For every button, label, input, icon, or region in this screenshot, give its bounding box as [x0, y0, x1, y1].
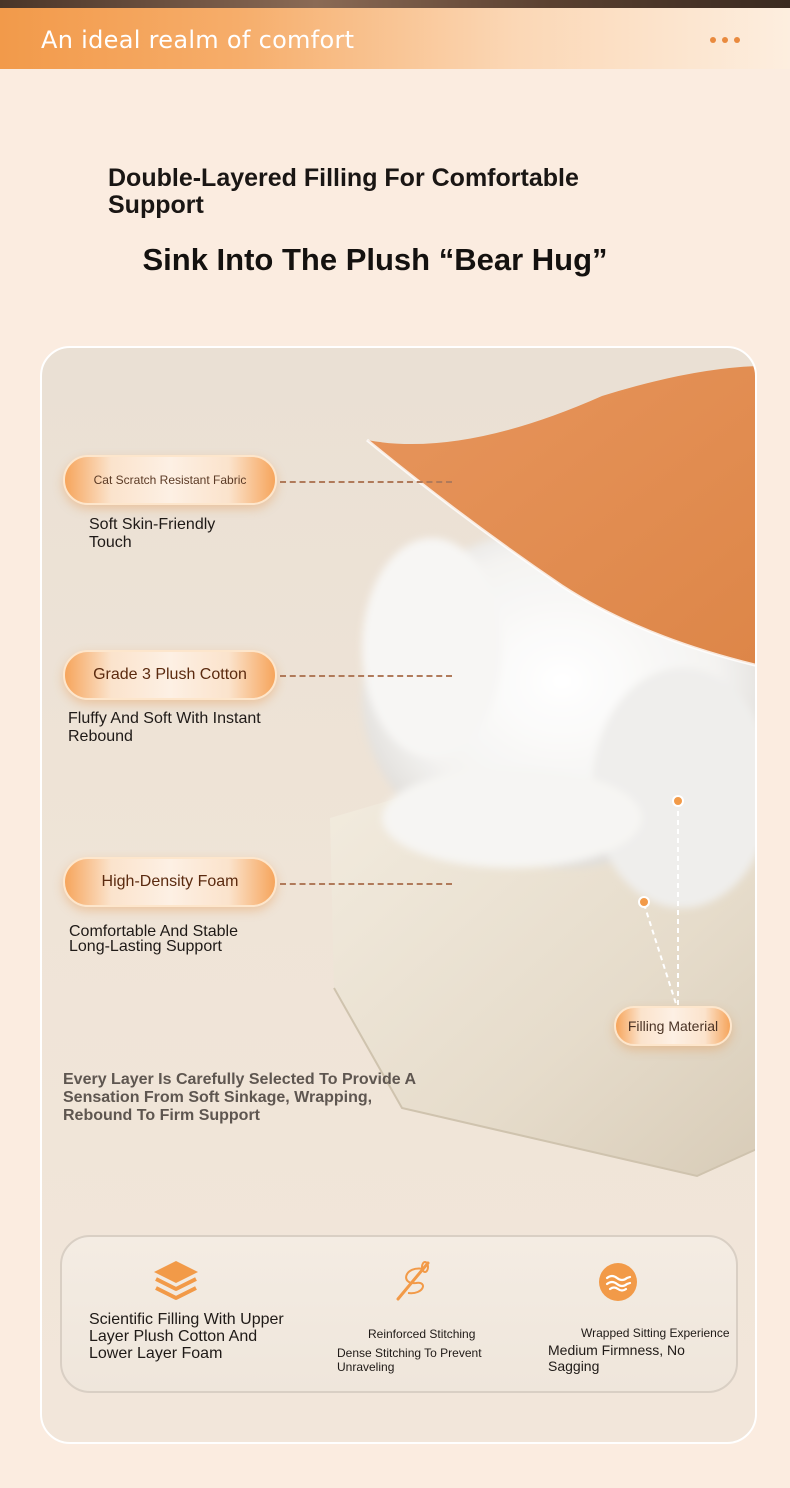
- layer-desc-foam: Comfortable And Stable Long-Lasting Support: [69, 923, 238, 955]
- filling-material-label: Filling Material: [627, 1018, 719, 1034]
- top-photo-strip: [0, 0, 790, 8]
- layer-label-foam: High-Density Foam: [101, 873, 239, 890]
- layer-pill-fabric: [63, 455, 277, 505]
- connector-fabric: [280, 481, 452, 483]
- features-panel: [60, 1235, 738, 1393]
- feature-sitting-subtitle: Medium Firmness, No Sagging: [548, 1342, 685, 1374]
- more-dots-icon[interactable]: [710, 36, 740, 44]
- filling-material-pill: [614, 1006, 732, 1046]
- banner-title: An ideal realm of comfort: [41, 26, 355, 54]
- feature-sitting-title: Wrapped Sitting Experience: [581, 1326, 730, 1340]
- layer-label-fabric: Cat Scratch Resistant Fabric: [93, 473, 247, 487]
- connector-foam: [280, 883, 452, 885]
- page-title: Double-Layered Filling For Comfortable Support: [108, 164, 579, 219]
- callout-dot-cotton: [672, 795, 684, 807]
- layers-summary: Every Layer Is Carefully Selected To Provide A Sensation From Soft Sinkage, Wrapping, Rebound To Firm Support: [63, 1071, 416, 1124]
- connector-cotton: [280, 675, 452, 677]
- feature-stitching-title: Reinforced Stitching: [368, 1327, 476, 1341]
- layer-label-cotton: Grade 3 Plush Cotton: [93, 666, 247, 683]
- layer-pill-cotton: [63, 650, 277, 700]
- needle-thread-icon: [394, 1259, 434, 1303]
- callout-dot-foam: [638, 896, 650, 908]
- layers-icon: [152, 1259, 200, 1303]
- layer-desc-fabric: Soft Skin-Friendly Touch: [89, 516, 216, 551]
- header-banner: [0, 8, 790, 69]
- layer-desc-cotton: Fluffy And Soft With Instant Rebound: [68, 710, 261, 745]
- feature-filling-text: Scientific Filling With Upper Layer Plush Cotton And Lower Layer Foam: [89, 1311, 284, 1362]
- page-subtitle: Sink Into The Plush “Bear Hug”: [142, 242, 608, 277]
- wave-icon: [598, 1262, 638, 1302]
- feature-stitching-subtitle: Dense Stitching To Prevent Unraveling: [337, 1346, 482, 1374]
- layer-pill-foam: [63, 857, 277, 907]
